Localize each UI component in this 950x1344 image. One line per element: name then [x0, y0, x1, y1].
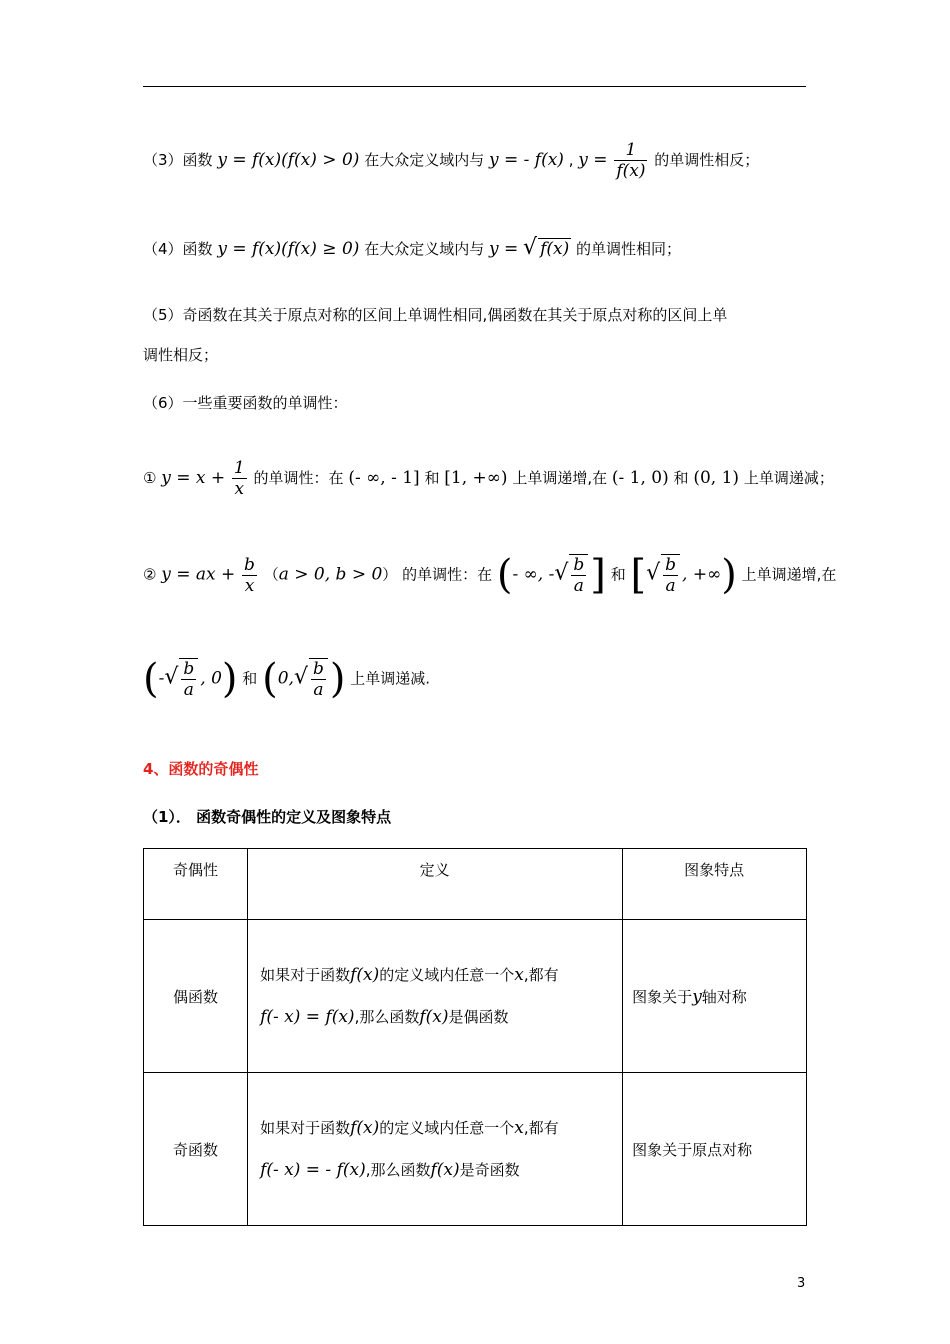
marker-circled-2: ② [143, 565, 157, 584]
formula: f(x) [419, 1007, 449, 1027]
fraction [309, 658, 328, 700]
right-paren: ) [221, 656, 238, 702]
row-name: 奇函数 [144, 1073, 248, 1226]
formula: y = f(x)(f(x) > 0) [217, 150, 360, 170]
numerator: b [573, 555, 585, 575]
text: 上单调递减； [743, 469, 834, 487]
denominator: a [665, 576, 676, 596]
text: 的单调性：在 [402, 565, 493, 584]
text: 如果对于函数 [260, 966, 351, 984]
item-3-prefix: （3）函数 [143, 151, 213, 169]
header-cell: 奇偶性 [144, 849, 248, 920]
text: 的单调性：在 [253, 469, 344, 487]
feature-cell [623, 920, 807, 1073]
feature-cell: 图象关于原点对称 [623, 1073, 807, 1226]
denominator: x [234, 479, 245, 499]
interval: (0, 1) [693, 468, 740, 488]
section-4-1-title: （1）． 函数奇偶性的定义及图象特点 [143, 808, 392, 826]
formula: y = [488, 239, 519, 259]
paren: （ [263, 565, 279, 584]
paren: ） [382, 565, 398, 584]
text: ,都有 [523, 1119, 559, 1137]
interval: (- ∞, - 1] [348, 468, 420, 488]
radical-sign: √ [293, 664, 308, 690]
fraction [242, 555, 257, 596]
table-row [144, 920, 807, 1073]
right-paren: ) [721, 552, 737, 598]
text: 和 [242, 669, 258, 688]
item-5-line-1: （5）奇函数在其关于原点对称的区间上单调性相同,偶函数在其关于原点对称的区间上单 [143, 306, 728, 324]
numerator: 1 [614, 140, 647, 161]
text: ,那么函数 [354, 1008, 420, 1026]
interval: - ∞, - [512, 564, 555, 585]
radicand: f(x) [540, 239, 570, 259]
interval: , +∞ [682, 564, 722, 585]
item-4-prefix: （4）函数 [143, 240, 213, 258]
header-rule [143, 86, 806, 87]
text: ,都有 [523, 966, 559, 984]
denominator: a [573, 576, 584, 596]
section-4-title: 4、函数的奇偶性 [143, 760, 259, 778]
case-1 [143, 458, 834, 499]
radical-sign: √ [523, 235, 538, 260]
parity-table [143, 848, 807, 1226]
item-3-mid: 在大众定义域内与 [364, 151, 485, 169]
denominator: x [244, 575, 255, 596]
item-3-suffix: 的单调性相反； [654, 151, 760, 169]
header-cell: 定义 [248, 849, 623, 920]
fraction [569, 554, 588, 596]
left-paren: ( [496, 552, 513, 598]
formula: f(x) [350, 965, 380, 985]
text: 和 [610, 565, 626, 584]
comma: , [568, 151, 574, 169]
case-2-cont [143, 656, 430, 702]
numerator: 1 [233, 458, 245, 478]
numerator: b [244, 554, 255, 575]
text: 图象关于 [632, 987, 693, 1006]
item-6: （6）一些重要函数的单调性： [143, 394, 348, 412]
text: ,那么函数 [365, 1161, 431, 1179]
interval: [1, +∞) [444, 468, 508, 488]
page-number: 3 [797, 1276, 806, 1291]
radical-sign: √ [646, 560, 661, 586]
marker-circled-1: ① [143, 469, 157, 487]
radical-sign: √ [554, 560, 569, 586]
item-5-line-2: 调性相反； [143, 346, 219, 364]
item-3 [143, 140, 759, 181]
interval: - [158, 668, 165, 689]
formula: x [514, 1118, 524, 1138]
fraction [232, 458, 247, 499]
interval: 0, [277, 668, 294, 689]
numerator: b [665, 555, 677, 575]
text: 上单调递增,在 [741, 565, 837, 584]
numerator: b [183, 659, 195, 679]
right-paren: ) [329, 656, 346, 702]
table-header-row [144, 849, 807, 920]
formula: f(- x) = f(x) [260, 1007, 355, 1027]
interval: , 0 [200, 668, 222, 689]
radical-sign: √ [164, 664, 179, 690]
text: 上单调递增,在 [512, 469, 608, 487]
numerator: b [312, 659, 324, 679]
formula: y = - f(x) [488, 150, 564, 170]
text: 的定义域内任意一个 [379, 1119, 515, 1137]
text: 是偶函数 [448, 1008, 509, 1026]
item-4-mid: 在大众定义域内与 [364, 240, 485, 258]
fraction [661, 554, 680, 596]
interval: (- 1, 0) [611, 468, 669, 488]
text: 和 [424, 469, 440, 487]
denominator: f(x) [616, 161, 646, 181]
denominator: a [183, 680, 194, 700]
text: 轴对称 [701, 987, 747, 1006]
text: 上单调递减. [350, 669, 431, 688]
case-2 [143, 552, 836, 598]
fraction [614, 140, 647, 181]
header-cell: 图象特点 [623, 849, 807, 920]
formula: f(x) [350, 1118, 380, 1138]
formula: y = [578, 150, 608, 170]
table-row [144, 1073, 807, 1226]
item-4-suffix: 的单调性相同； [576, 240, 682, 258]
formula: f(- x) = - f(x) [260, 1160, 366, 1180]
row-name: 偶函数 [144, 920, 248, 1073]
condition: a > 0, b > 0 [278, 564, 383, 585]
left-bracket: [ [630, 552, 647, 598]
right-bracket: ] [590, 552, 606, 598]
denominator: a [313, 680, 324, 700]
fraction [179, 658, 198, 700]
formula: y = f(x)(f(x) ≥ 0) [217, 239, 360, 259]
text: 的定义域内任意一个 [379, 966, 515, 984]
left-paren: ( [143, 656, 159, 702]
formula: f(x) [430, 1160, 460, 1180]
definition-cell [248, 920, 623, 1073]
formula: y = x + [161, 468, 226, 488]
formula: y = ax + [161, 564, 236, 585]
item-4 [143, 235, 681, 260]
text: 是奇函数 [459, 1161, 520, 1179]
text: 和 [673, 469, 689, 487]
formula: y [692, 986, 702, 1007]
text: 如果对于函数 [260, 1119, 351, 1137]
definition-cell [248, 1073, 623, 1226]
left-paren: ( [262, 656, 278, 702]
formula: x [514, 965, 524, 985]
